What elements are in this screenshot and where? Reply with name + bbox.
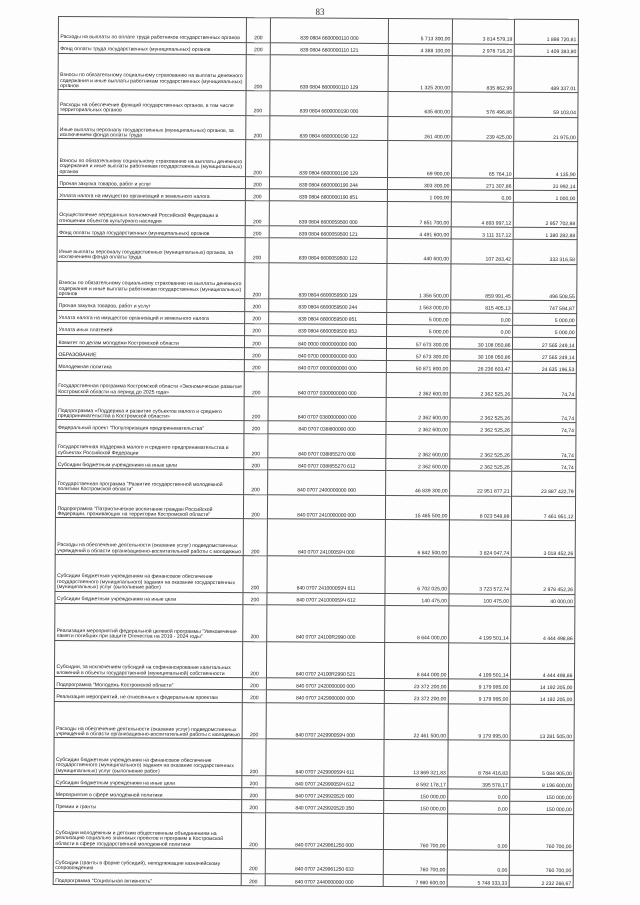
row-code-cell: 200 — [245, 238, 269, 263]
row-approved-cell: 50 871 800,00 — [386, 361, 450, 374]
row-name-cell: Взносы по обязательному социальному страхованию на выплаты денежного содержания и иные выплаты работникам государственных (муниципальных) органов — [58, 139, 246, 177]
row-kbk-cell: 840 0707 241000059Ч 612 — [267, 592, 385, 605]
row-executed-cell: 2 362 525,26 — [450, 435, 512, 460]
row-name-cell: Молодежная политика — [56, 359, 244, 372]
row-code-cell: 200 — [246, 91, 270, 116]
table-row — [54, 640, 574, 680]
row-approved-cell: 1 325 200,00 — [388, 55, 452, 92]
row-executed-cell: 2 362 525,26 — [450, 422, 512, 435]
row-remaining-cell: 1 380 282,88 — [513, 227, 577, 240]
row-executed-cell: 2 362 525,26 — [450, 459, 512, 472]
row-name-cell: Иные выплаты персоналу государственных (муниципальных) органов, за исключением фонда оплаты труда — [57, 237, 245, 263]
row-approved-cell: 7 980 600,00 — [383, 874, 447, 887]
row-executed-cell: 4 199 501,14 — [448, 642, 510, 679]
row-executed-cell: 4 199 501,14 — [449, 606, 511, 643]
row-code-cell: 200 — [245, 262, 269, 299]
row-remaining-cell: 27 565 249,14 — [512, 349, 576, 362]
row-remaining-cell: 24 635 196,53 — [512, 362, 576, 375]
row-kbk-cell: 839 0804 6600059500 244 — [269, 299, 387, 312]
table-body — [53, 17, 578, 888]
row-kbk-cell: 840 0707 0380000000 000 — [268, 397, 386, 422]
row-kbk-cell: 839 0804 6600000110 121 — [270, 42, 388, 55]
row-executed-cell: 100 475,00 — [449, 594, 511, 607]
row-kbk-cell: 840 0707 0000000000 000 — [268, 360, 386, 373]
row-remaining-cell: 74,74 — [512, 435, 576, 460]
row-code-cell: 200 — [244, 397, 268, 422]
row-code-cell: 200 — [242, 739, 266, 776]
row-executed-cell: 0,00 — [451, 325, 513, 338]
row-executed-cell: 0,00 — [448, 801, 510, 814]
row-approved-cell: 6 842 500,00 — [385, 520, 449, 557]
row-code-cell: 200 — [245, 323, 269, 335]
row-remaining-cell: 150 000,00 — [510, 789, 574, 802]
row-code-cell: 200 — [242, 678, 266, 690]
row-name-cell: Федеральный проект "Популяризация предпринимательства" — [56, 420, 244, 433]
row-code-cell: 200 — [244, 470, 268, 495]
row-name-cell: Субсидии бюджетным учреждениям на финансовое обеспечение государственного (муниципального) задания на оказание государственных (муниципальных) услуг (выполнение работ) — [54, 738, 242, 776]
row-kbk-cell: 840 0000 0000000000 000 — [268, 336, 386, 349]
row-name-cell: Уплата иных платежей — [57, 322, 245, 335]
row-kbk-cell: 839 0804 6600000190 122 — [270, 116, 388, 141]
row-kbk-cell: 840 0707 24100R2990 000 — [267, 605, 385, 642]
row-approved-cell: 6 702 025,00 — [385, 557, 449, 594]
row-approved-cell: 5 000,00 — [387, 324, 451, 337]
row-name-cell: Субсидии бюджетным учреждениям на финансовое обеспечение государственного (муниципального) задания на оказание государственных (муниципальных) услуг (выполнение работ) — [55, 554, 243, 592]
row-code-cell: 200 — [241, 873, 265, 885]
row-remaining-cell: 3 018 452,26 — [511, 521, 575, 558]
row-code-cell: 200 — [244, 360, 268, 372]
row-kbk-cell: 839 0804 6600000190 000 — [270, 91, 388, 116]
row-kbk-cell: 840 0707 24100R2990 521 — [266, 641, 384, 678]
row-code-cell: 200 — [242, 800, 266, 812]
row-kbk-cell: 840 0707 242990059Ч 000 — [266, 702, 384, 739]
row-executed-cell: 8 023 548,88 — [449, 496, 511, 521]
row-name-cell: Субсидии бюджетным учреждениям на иные цели — [55, 591, 243, 604]
row-executed-cell: 3 723 572,74 — [449, 557, 511, 594]
row-approved-cell: 2 362 600,00 — [386, 422, 450, 435]
table-row — [57, 237, 577, 265]
row-name-cell: Взносы по обязательному социальному страхованию на выплаты денежного содержания и иные выплаты работникам государственных (муниципальных) органов — [58, 53, 246, 91]
row-approved-cell: 8 644 000,00 — [385, 605, 449, 642]
row-kbk-cell: 840 0707 0300000000 000 — [268, 372, 386, 397]
row-kbk-cell: 840 0707 2429900000 000 — [266, 690, 384, 703]
row-executed-cell: 0,00 — [448, 789, 510, 802]
row-executed-cell: 22 951 877,21 — [450, 471, 512, 496]
row-code-cell: 200 — [241, 812, 265, 849]
row-remaining-cell: 21 975,00 — [514, 117, 578, 142]
row-name-cell: Премии и гранты — [54, 799, 242, 812]
row-executed-cell: 107 283,42 — [451, 239, 513, 264]
row-executed-cell: 30 108 050,86 — [450, 349, 512, 362]
row-approved-cell: 46 839 300,00 — [386, 471, 450, 496]
row-executed-cell: 9 179 995,00 — [448, 679, 510, 692]
row-remaining-cell: 1 000,00 — [513, 191, 577, 204]
row-code-cell: 200 — [244, 372, 268, 397]
row-code-cell: 200 — [243, 592, 267, 604]
row-name-cell: Расходы на выплаты по оплате труда работников государственных органов — [58, 17, 246, 43]
row-kbk-cell: 840 0707 2410000000 000 — [267, 495, 385, 520]
row-executed-cell: 8 784 416,83 — [448, 740, 510, 777]
table-row — [55, 518, 575, 558]
row-executed-cell: 0,00 — [447, 850, 509, 875]
row-kbk-cell: 840 0707 2429961250 633 — [265, 849, 383, 874]
row-approved-cell: 2 362 600,00 — [386, 373, 450, 398]
row-remaining-cell: 760 700,00 — [509, 814, 573, 851]
row-name-cell: Субсидии (гранты в форме субсидий), неподлежащие казначейскому сопровождению — [53, 848, 241, 874]
row-executed-cell: 0,00 — [451, 312, 513, 325]
row-name-cell: Реализация мероприятий федеральной целевой программы "Увековечение памяти погибших при защите Отечества на 2019 - 2024 годы" — [55, 603, 243, 641]
row-kbk-cell: 840 0707 2400000000 000 — [268, 470, 386, 495]
row-remaining-cell: 59 103,04 — [514, 93, 578, 118]
table-row — [56, 395, 576, 423]
row-approved-cell: 440 600,00 — [387, 239, 451, 264]
row-executed-cell: 576 496,86 — [452, 92, 514, 117]
row-executed-cell: 271 307,86 — [451, 178, 513, 191]
row-code-cell: 200 — [241, 849, 265, 874]
row-approved-cell: 2 362 600,00 — [386, 397, 450, 422]
row-code-cell: 200 — [244, 421, 268, 433]
table-row — [53, 848, 573, 876]
row-name-cell: Государственная поддержка малого и среднего предпринимательства в субъектах Российской Федерации — [56, 432, 244, 458]
row-remaining-cell: 14 192 205,00 — [510, 680, 574, 693]
row-approved-cell: 8 592 178,17 — [384, 777, 448, 790]
row-kbk-cell: 840 0707 038I800000 000 — [268, 421, 386, 434]
table-row — [53, 811, 573, 851]
row-kbk-cell: 839 0804 6600059500 853 — [269, 323, 387, 336]
row-name-cell: Прочая закупка товаров, работ и услуг — [57, 298, 245, 311]
row-remaining-cell: 74,74 — [512, 423, 576, 436]
row-approved-cell: 15 485 500,00 — [385, 495, 449, 520]
row-name-cell: Осуществление переданных полномочий Российской Федерации в отношении объектов культурного наследия — [57, 200, 245, 226]
row-code-cell: 200 — [242, 776, 266, 788]
row-kbk-cell: 839 0804 6600000190 129 — [270, 140, 388, 177]
row-kbk-cell: 839 0804 6600059500 000 — [269, 201, 387, 226]
row-name-cell: ОБРАЗОВАНИЕ — [56, 347, 244, 360]
row-approved-cell: 760 700,00 — [383, 850, 447, 875]
row-name-cell: Прочая закупка товаров, работ и услуг — [57, 176, 245, 189]
row-remaining-cell: 150 000,00 — [510, 802, 574, 815]
row-remaining-cell: 31 992,14 — [513, 178, 577, 191]
row-code-cell: 200 — [245, 189, 269, 201]
row-executed-cell: 239 425,00 — [452, 117, 514, 142]
row-approved-cell: 2 362 600,00 — [386, 434, 450, 459]
row-remaining-cell: 4 444 498,86 — [510, 643, 574, 680]
row-name-cell: Иные выплаты персоналу государственных (муниципальных) органов, за исключением фонда оплаты труда — [58, 114, 246, 140]
row-code-cell: 200 — [246, 42, 270, 54]
row-code-cell: 200 — [245, 201, 269, 226]
row-name-cell: Мероприятия в сфере молодежной политики — [54, 787, 242, 800]
row-approved-cell: 2 362 600,00 — [386, 459, 450, 472]
row-code-cell: 200 — [246, 18, 270, 43]
row-code-cell: 200 — [244, 458, 268, 470]
row-remaining-cell: 4 135,90 — [514, 142, 578, 179]
row-code-cell: 200 — [244, 348, 268, 360]
row-approved-cell: 140 475,00 — [385, 593, 449, 606]
row-code-cell: 200 — [245, 177, 269, 189]
row-approved-cell: 150 000,00 — [384, 789, 448, 802]
row-approved-cell: 8 644 000,00 — [384, 642, 448, 679]
row-executed-cell: 30 108 050,86 — [450, 337, 512, 350]
row-approved-cell: 261 400,00 — [388, 116, 452, 141]
row-name-cell: Субсидии бюджетным учреждениям на иные цели — [56, 457, 244, 470]
row-code-cell: 200 — [243, 519, 267, 556]
row-executed-cell: 9 179 995,00 — [448, 691, 510, 704]
row-code-cell: 200 — [245, 226, 269, 238]
row-name-cell: Фонд оплаты труда государственных (муниципальных) органов — [57, 224, 245, 237]
row-remaining-cell: 5 084 905,00 — [510, 741, 574, 778]
row-remaining-cell: 1 898 720,81 — [514, 19, 578, 44]
row-kbk-cell: 839 0804 6600000110 129 — [270, 54, 388, 91]
table-row — [56, 432, 576, 460]
row-approved-cell: 7 851 700,00 — [387, 202, 451, 227]
row-kbk-cell: 840 0707 242990059Ч 612 — [266, 776, 384, 789]
row-kbk-cell: 840 0707 2429920520 000 — [266, 788, 384, 801]
row-approved-cell: 13 869 321,83 — [384, 740, 448, 777]
row-remaining-cell: 4 444 498,86 — [511, 606, 575, 643]
row-name-cell: Уплата налога на имущество организаций и земельного налога — [57, 310, 245, 323]
row-remaining-cell: 747 594,87 — [513, 301, 577, 314]
row-kbk-cell: 839 0804 6600000190 851 — [269, 189, 387, 202]
row-kbk-cell: 840 0707 2429920520 350 — [266, 800, 384, 813]
row-approved-cell: 4 388 100,00 — [388, 43, 452, 56]
row-name-cell: Расходы на обеспечение деятельности (оказание услуг) подведомственных учреждений в области организационно-воспитательной работы с молодежью — [55, 518, 243, 556]
row-executed-cell: 9 179 995,00 — [448, 704, 510, 741]
row-executed-cell: 65 764,10 — [452, 141, 514, 178]
table-row — [58, 17, 578, 45]
table-row — [58, 90, 578, 118]
row-executed-cell: 3 814 579,19 — [452, 19, 514, 44]
row-kbk-cell: 839 0804 6600000190 244 — [269, 177, 387, 190]
row-remaining-cell: 1 409 383,80 — [514, 44, 578, 57]
row-name-cell: Взносы по обязательному социальному страхованию на выплаты денежного содержания и иные выплаты работникам государственных (муниципальных) органов — [57, 261, 245, 299]
row-approved-cell: 5 713 300,00 — [388, 19, 452, 44]
row-approved-cell: 4 491 600,00 — [387, 226, 451, 239]
row-executed-cell: 2 362 525,26 — [450, 398, 512, 423]
row-remaining-cell: 5 000,00 — [513, 313, 577, 326]
row-code-cell: 200 — [244, 336, 268, 348]
row-remaining-cell: 7 461 951,12 — [511, 496, 575, 521]
row-kbk-cell: 839 0804 6600059500 851 — [269, 311, 387, 324]
row-name-cell: Субсидии бюджетным учреждениям на иные цели — [54, 774, 242, 787]
row-remaining-cell: 14 192 205,00 — [510, 692, 574, 705]
row-executed-cell: 0,00 — [451, 190, 513, 203]
row-name-cell: Подпрограмма "Патриотическое воспитание граждан Российской Федерации, проживающих на территории Костромской области" — [55, 493, 243, 519]
row-remaining-cell: 8 196 600,00 — [510, 777, 574, 790]
row-code-cell: 200 — [242, 641, 266, 678]
row-executed-cell: 0,00 — [447, 813, 509, 850]
row-approved-cell: 1 356 500,00 — [387, 263, 451, 300]
row-name-cell: Реализация мероприятий, не отнесенных к федеральным проектам — [54, 689, 242, 702]
row-code-cell: 200 — [243, 494, 267, 519]
row-approved-cell: 150 000,00 — [384, 801, 448, 814]
row-remaining-cell: 489 337,01 — [514, 56, 578, 93]
row-name-cell: Расходы на обеспечение функций государственных органов, в том числе территориальных органов — [58, 90, 246, 116]
row-name-cell: Подпрограмма "Социальная активность" — [53, 872, 241, 885]
row-kbk-cell: 840 0707 038I855270 000 — [268, 433, 386, 458]
row-kbk-cell: 840 0707 038I855270 612 — [268, 458, 386, 471]
row-code-cell: 200 — [243, 605, 267, 642]
row-code-cell: 200 — [242, 788, 266, 800]
row-approved-cell: 57 673 300,00 — [386, 349, 450, 362]
row-name-cell: Фонд оплаты труда государственных (муниципальных) органов — [58, 41, 246, 54]
table-row — [57, 200, 577, 228]
row-executed-cell: 26 236 603,47 — [450, 361, 512, 374]
row-remaining-cell: 2 957 702,88 — [513, 203, 577, 228]
row-name-cell: Государственная программа Костромской области «Экономическое развитие Костромской области на период до 2025 года» — [56, 371, 244, 397]
table-row — [58, 139, 578, 179]
table-row — [53, 872, 573, 887]
row-approved-cell: 5 000,00 — [387, 312, 451, 325]
table-row — [55, 603, 575, 643]
row-kbk-cell: 839 0804 6600000110 000 — [270, 18, 388, 43]
row-executed-cell: 859 991,45 — [451, 264, 513, 301]
row-kbk-cell: 840 0707 24100059Ч 000 — [267, 519, 385, 556]
row-remaining-cell: 333 316,58 — [513, 239, 577, 264]
row-remaining-cell: 496 508,55 — [513, 264, 577, 301]
row-code-cell: 200 — [244, 433, 268, 458]
row-kbk-cell: 839 0804 6600059500 122 — [269, 238, 387, 263]
row-remaining-cell: 760 700,00 — [509, 851, 573, 876]
table-row — [56, 371, 576, 399]
table-row — [58, 114, 578, 142]
row-name-cell: Уплата налога на имущество организаций и земельного налога — [57, 188, 245, 201]
row-code-cell: 200 — [245, 299, 269, 311]
table-row — [58, 53, 578, 93]
row-approved-cell: 1 563 000,00 — [387, 300, 451, 313]
row-code-cell: 200 — [243, 556, 267, 593]
row-code-cell: 200 — [245, 311, 269, 323]
row-approved-cell: 1 000,00 — [387, 190, 451, 203]
row-name-cell: Субсидии молодежным и детским общественным объединениям на реализацию социально значимых проектов и программ в Костромской области в сфере государственной молодежной политики — [53, 811, 241, 849]
row-remaining-cell: 5 000,00 — [513, 325, 577, 338]
row-name-cell: Подпрограмма «Поддержка и развитие субъектов малого и среднего предпринимательства в Костромской области» — [56, 395, 244, 421]
row-kbk-cell: 840 0707 2420000000 000 — [266, 678, 384, 691]
row-approved-cell: 760 700,00 — [383, 813, 447, 850]
row-executed-cell: 835 862,99 — [452, 56, 514, 93]
row-code-cell: 200 — [242, 690, 266, 702]
row-approved-cell: 69 900,00 — [388, 141, 452, 178]
row-approved-cell: 23 372 200,00 — [384, 679, 448, 692]
row-name-cell: Подпрограмма "Молодежь Костромской области" — [54, 677, 242, 690]
row-kbk-cell: 840 0707 242990059Ч 611 — [266, 739, 384, 776]
row-remaining-cell: 2 232 266,67 — [509, 875, 573, 888]
table-row — [54, 738, 574, 778]
table-row — [54, 701, 574, 741]
row-code-cell: 200 — [246, 140, 270, 177]
row-remaining-cell: 74,74 — [512, 374, 576, 399]
row-code-cell: 200 — [242, 702, 266, 739]
row-executed-cell: 815 405,13 — [451, 300, 513, 313]
row-kbk-cell: 840 0707 2429961250 000 — [265, 812, 383, 849]
budget-execution-table — [53, 16, 579, 888]
page-number: 83 — [315, 7, 325, 17]
row-name-cell: Субсидии, за исключением субсидий на софинансирование капитальных вложений в объекты государственной (муниципальной) собственности — [54, 640, 242, 678]
row-remaining-cell: 27 565 249,14 — [512, 337, 576, 350]
row-kbk-cell: 840 0700 0000000000 000 — [268, 348, 386, 361]
table-row — [55, 554, 575, 594]
row-name-cell: Расходы на обеспечение деятельности (оказание услуг) подведомственных учреждений в области организационно-воспитательной работы с молодежью — [54, 701, 242, 739]
row-approved-cell: 635 600,00 — [388, 92, 452, 117]
table-row — [55, 493, 575, 521]
row-executed-cell: 4 893 997,12 — [451, 202, 513, 227]
row-remaining-cell: 13 281 505,00 — [510, 704, 574, 741]
row-kbk-cell: 840 0707 241000059Ч 611 — [267, 556, 385, 593]
row-executed-cell: 2 978 716,20 — [452, 43, 514, 56]
row-remaining-cell: 2 978 452,26 — [511, 557, 575, 594]
row-remaining-cell: 23 887 422,79 — [512, 472, 576, 497]
row-approved-cell: 23 372 200,00 — [384, 691, 448, 704]
row-name-cell: Комитет по делам молодежи Костромской области — [56, 334, 244, 347]
row-code-cell: 200 — [246, 116, 270, 141]
row-kbk-cell: 839 0804 6600059500 121 — [269, 226, 387, 239]
row-approved-cell: 303 300,00 — [387, 178, 451, 191]
row-code-cell: 200 — [246, 54, 270, 91]
table-row — [57, 261, 577, 301]
row-executed-cell: 395 578,17 — [448, 777, 510, 790]
row-executed-cell: 2 362 525,26 — [450, 373, 512, 398]
row-remaining-cell: 40 000,00 — [511, 594, 575, 607]
row-executed-cell: 3 111 317,12 — [451, 227, 513, 240]
row-approved-cell: 22 461 500,00 — [384, 703, 448, 740]
row-remaining-cell: 74,74 — [512, 398, 576, 423]
row-executed-cell: 5 748 333,33 — [447, 875, 509, 888]
row-executed-cell: 3 824 047,74 — [449, 520, 511, 557]
row-remaining-cell: 74,74 — [512, 459, 576, 472]
row-approved-cell: 57 673 300,00 — [386, 336, 450, 349]
row-name-cell: Государственная программа "Развитие государственной молодежной политики Костромской области" — [56, 469, 244, 495]
row-kbk-cell: 839 0804 6600059500 129 — [269, 262, 387, 299]
row-kbk-cell: 840 0707 2440000000 000 — [265, 874, 383, 887]
table-row — [56, 469, 576, 497]
